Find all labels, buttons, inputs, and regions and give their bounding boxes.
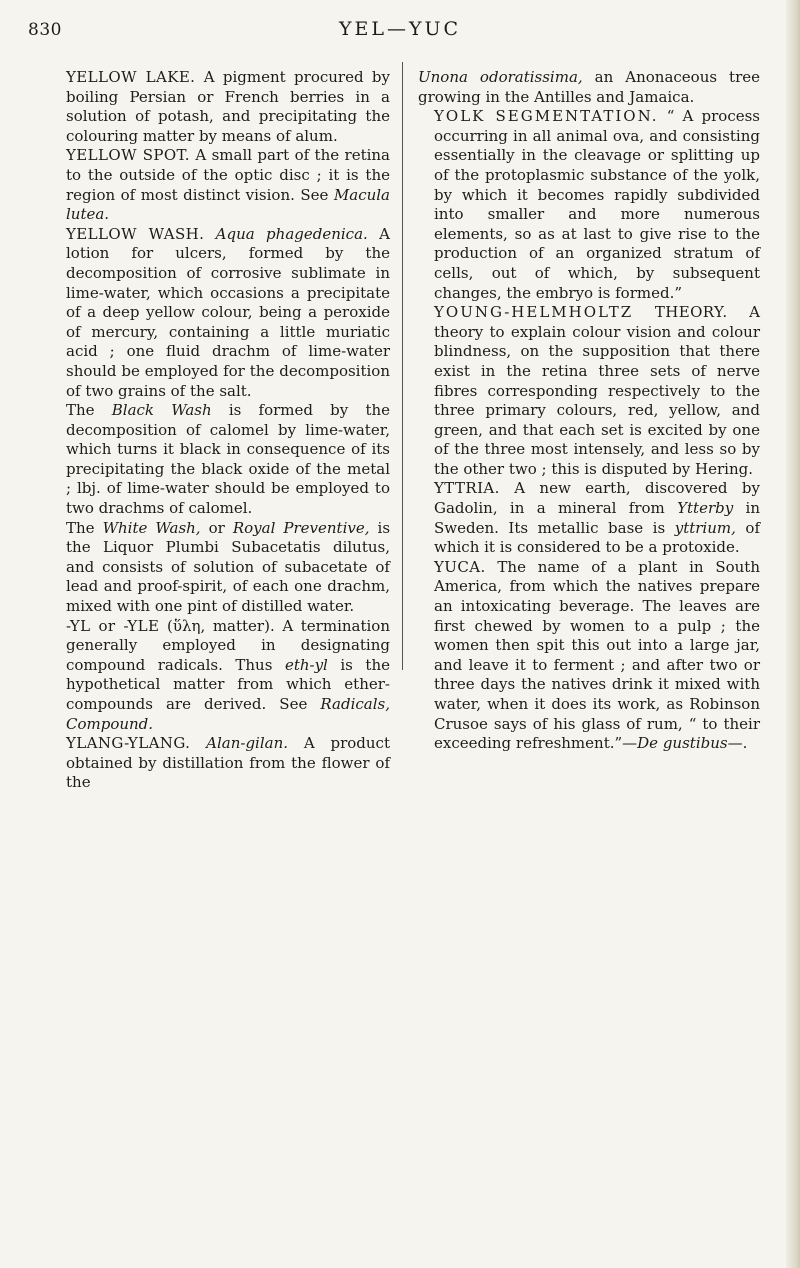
entry-yolk-segmentation <box>418 107 760 303</box>
definition-text: A lotion for ulcers, formed by the decomposition of corrosive sublimate in lime-water, which occasions a precipitate of a deep yellow colour, being a peroxide of mercury, containing a little muriatic acid ; one fluid drachm of lime-water should be employed for the decomposition of two grains of the salt. <box>66 224 390 400</box>
definition-text: A new earth, discovered by Gadolin, in a mineral from <box>434 479 760 518</box>
definition-text: A pigment procured by boiling Persian or French berries in a solution of potash, and precipitating the colouring matter by means of alum. <box>66 68 390 145</box>
definition-text: in Sweden. Its metallic base is <box>434 499 760 537</box>
text-run: is the Liquor Plumbi Subacetatis dilutus, and consists of solution of subacetate of lead and proof-spirit, of each one drachm, mixed with one pint of distilled water. <box>66 518 391 616</box>
paragraph-black-wash <box>50 401 390 519</box>
latin-name: Aqua phagedenica. <box>215 224 368 243</box>
entry-yellow-lake <box>50 68 390 146</box>
headword: YELLOW SPOT. <box>66 146 190 165</box>
continuation-ylang-ylang <box>418 68 760 107</box>
entry-ylang-ylang <box>50 734 390 793</box>
entry-yuca <box>418 558 760 754</box>
headword: THEORY. <box>654 303 728 322</box>
page-number: 830 <box>28 20 62 40</box>
page-edge-shadow <box>786 0 800 1268</box>
definition-text: A theory to explain colour vision and colour blindness, on the supposition that there exist in the retina three sets of nerve fibres corresponding respectively to the three primary colours, red, yellow, and green, and that each set is excited by one of the three most intensely, and less so by the other two ; this is disputed by Hering. <box>434 303 760 478</box>
definition-text: an Anonaceous tree growing in the Antilles and Jamaica. <box>418 68 761 106</box>
cross-reference: Radicals, Compound. <box>66 695 390 733</box>
definition-text: The name of a plant in South America, from which the natives prepare an intoxicating beverage. The leaves are first chewed by women to a pulp ; the women then spit this out into a large jar, and leave it to ferment ; and after two or three days the natives drink it mixed with water, when it does its work, as Robinson Crusoe says of his glass of rum, “ to their exceeding refreshment.”— <box>434 557 760 753</box>
headword: YLANG-YLANG. <box>66 734 191 753</box>
italic-term: De gustibus—. <box>637 734 748 753</box>
definition-text: of which it is considered to be a protoxide. <box>434 518 760 557</box>
cross-reference: Macula lutea. <box>66 185 390 224</box>
definition-text: (ὕλη, matter). A termination generally employed in designating compound radicals. Thus <box>66 616 390 674</box>
headword: YELLOW LAKE. <box>66 68 196 86</box>
definition-text: A small part of the retina to the outside of the optic disc ; it is the region of most distinct vision. See <box>66 146 391 204</box>
italic-term: Royal Preventive, <box>232 518 370 537</box>
entry-yttria <box>418 479 760 557</box>
entry-yellow-wash <box>50 225 390 401</box>
text-run: or <box>200 518 233 537</box>
entry-young-helmholtz <box>418 303 760 479</box>
running-head: YEL—YUC <box>338 18 462 40</box>
text-run: The <box>66 401 112 420</box>
headword: YTTRIA. <box>434 479 500 498</box>
entry-yl <box>50 617 390 735</box>
headword: -YL or -YLE <box>66 616 160 635</box>
headword: YOLK SEGMENTATION. <box>434 107 659 126</box>
definition-text: is the hypothetical matter from which ether-compounds are derived. See <box>66 655 390 713</box>
left-column <box>50 68 390 793</box>
italic-term: yttrium, <box>674 518 736 537</box>
entry-yellow-spot <box>50 146 390 224</box>
italic-term: Ytterby <box>677 499 734 518</box>
italic-term: eth-yl <box>284 655 328 674</box>
definition-text: “ A process occurring in all animal ova, and consisting essentially in the cleavage or splitting up of the protoplasmic substance of the yolk, by which it becomes rapidly subdivided into smaller and more numerous elements, so as at last to give rise to the production of an organized stratum of cells, out of which, by subsequent changes, the embryo is formed.” <box>434 107 760 302</box>
right-column <box>418 68 760 754</box>
text-run: is formed by the decomposition of calomel by lime-water, which turns it black in consequence of its precipitating the black oxide of the metal ; lbj. of lime-water should be employed to two drachms of calomel. <box>66 401 391 518</box>
latin-name: Alan-gilan. <box>206 734 289 753</box>
definition-text: A product obtained by distillation from the flower of the <box>66 734 390 792</box>
paragraph-white-wash <box>50 519 390 617</box>
text-run: The <box>66 518 103 537</box>
latin-name: Unona odoratissima, <box>418 68 583 86</box>
headword: YELLOW WASH. <box>66 224 205 243</box>
column-rule <box>402 62 403 670</box>
headword: YOUNG-HELMHOLTZ <box>434 303 634 322</box>
headword: YUCA. <box>434 557 486 576</box>
italic-term: White Wash, <box>102 518 201 537</box>
italic-term: Black Wash <box>111 401 212 420</box>
